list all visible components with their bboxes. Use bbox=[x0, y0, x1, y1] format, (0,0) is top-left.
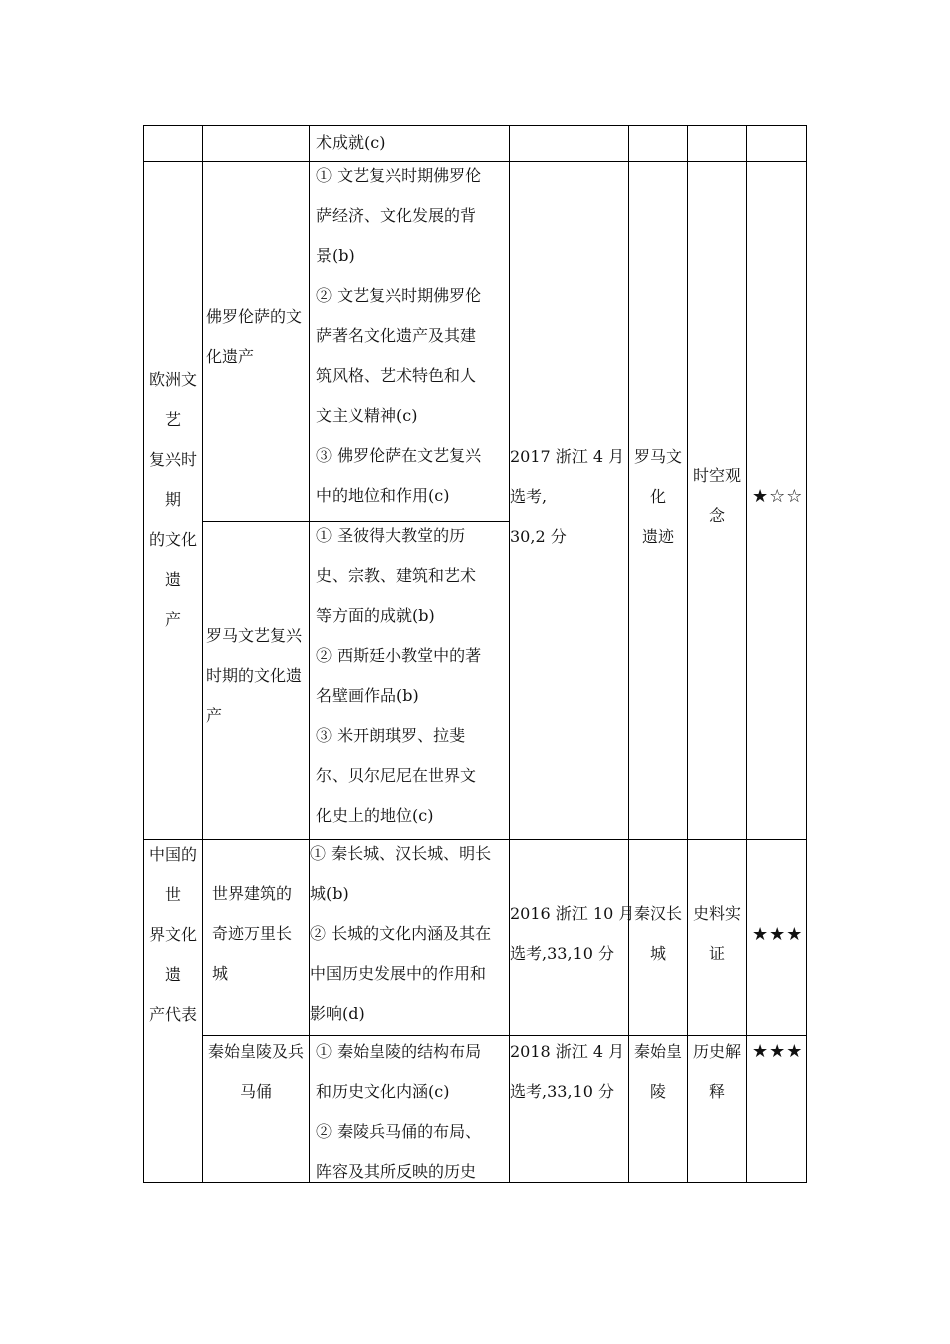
exam-cell: 2017 浙江 4 月 选考, 30,2 分 bbox=[510, 447, 625, 546]
topic-cell: 罗马文艺复兴 时期的文化遗 产 bbox=[206, 626, 303, 725]
col-divider bbox=[806, 125, 807, 1183]
importance-rating: ★★★ bbox=[752, 1041, 804, 1062]
module-cell: 欧洲文 艺 复兴时 期 的文化 遗 产 bbox=[148, 370, 197, 629]
module-cell: 中国的 世 界文化 遗 产代表 bbox=[148, 845, 197, 1024]
literacy-cell: 时空观 念 bbox=[692, 466, 741, 525]
importance-rating: ★★★ bbox=[752, 924, 804, 945]
content-cell: 术成就(c) bbox=[316, 133, 386, 152]
table-border-top bbox=[143, 125, 807, 126]
col-divider bbox=[509, 125, 510, 1183]
exam-cell: 2016 浙江 10 月 选考,33,10 分 bbox=[510, 904, 635, 963]
literacy-cell: 历史解 释 bbox=[692, 1042, 741, 1101]
content-cell: ① 文艺复兴时期佛罗伦 萨经济、文化发展的背 景(b) ② 文艺复兴时期佛罗伦 萨著名文化遗产及其建 筑风格、艺术特色和人 文主义精神(c) ③ 佛罗伦萨在文艺复兴 中的地位和作用(c) bbox=[316, 166, 482, 505]
exam-cell: 2018 浙江 4 月 选考,33,10 分 bbox=[510, 1042, 625, 1101]
content-cell: ① 秦长城、汉长城、明长 城(b) ② 长城的文化内涵及其在 中国历史发展中的作用和 影响(d) bbox=[310, 844, 492, 1023]
content-cell: ① 秦始皇陵的结构布局 和历史文化内涵(c) ② 秦陵兵马俑的布局、 阵容及其所反映的历史 bbox=[316, 1042, 482, 1181]
literacy-cell: 史料实 证 bbox=[692, 904, 741, 963]
col-divider bbox=[628, 125, 629, 1183]
topic-cell: 佛罗伦萨的文 化遗产 bbox=[206, 307, 303, 366]
content-cell: ① 圣彼得大教堂的历 史、宗教、建筑和艺术 等方面的成就(b) ② 西斯廷小教堂中的著 名壁画作品(b) ③ 米开朗琪罗、拉斐 尔、贝尔尼尼在世界文 化史上的地位(c) bbox=[316, 526, 482, 825]
context-cell: 秦汉长 城 bbox=[633, 904, 682, 963]
col-divider bbox=[687, 125, 688, 1183]
topic-cell: 秦始皇陵及兵 马俑 bbox=[207, 1042, 304, 1101]
importance-rating: ★☆☆ bbox=[752, 486, 804, 507]
context-cell: 罗马文 化 遗迹 bbox=[633, 447, 682, 546]
col-divider bbox=[202, 125, 203, 1183]
col-divider bbox=[746, 125, 747, 1183]
context-cell: 秦始皇 陵 bbox=[633, 1042, 682, 1101]
topic-cell: 世界建筑的 奇迹万里长 城 bbox=[212, 884, 293, 983]
